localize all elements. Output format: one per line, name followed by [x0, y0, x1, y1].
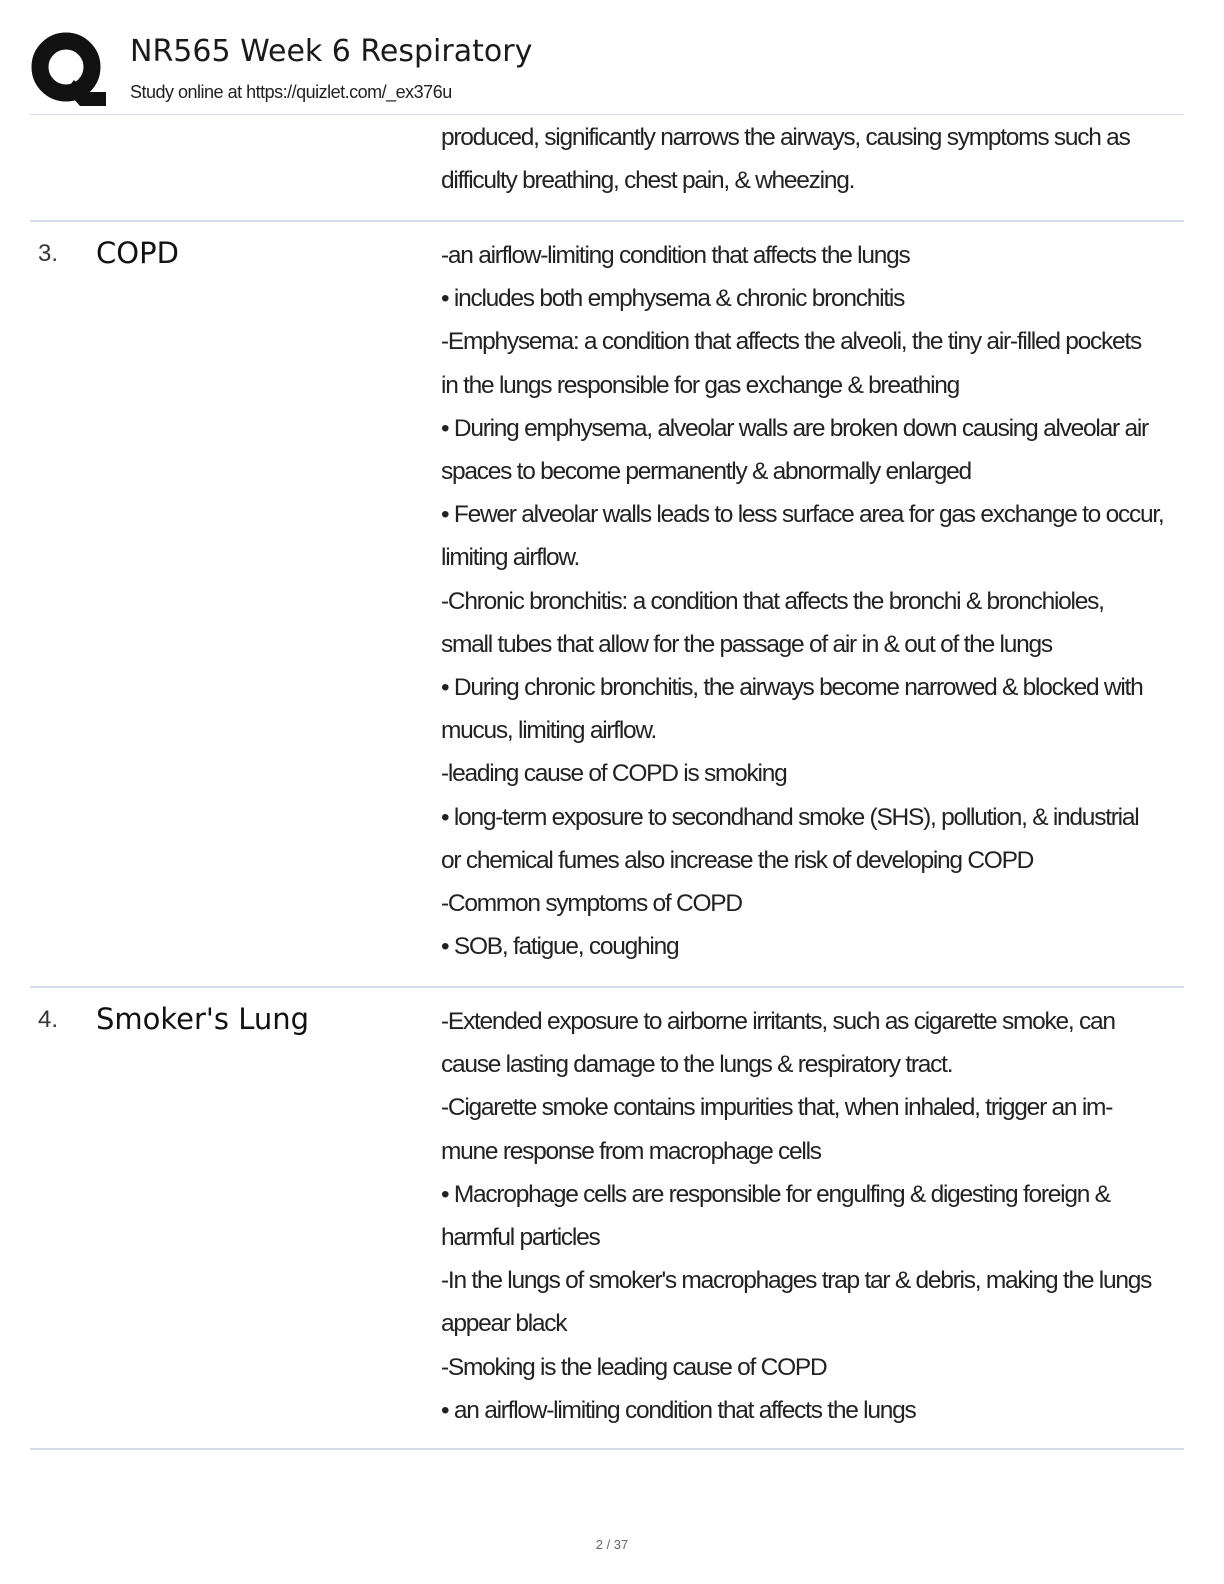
card-definition [441, 116, 1176, 202]
header-divider [30, 114, 1184, 115]
quizlet-logo-icon [30, 30, 106, 106]
definition-line: • includes both emphysema & chronic bronchitis [441, 285, 905, 313]
definition-line: • Macrophage cells are responsible for engulfing & digesting foreign & [441, 1180, 1110, 1208]
card-term: Smoker's Lung [96, 1002, 310, 1036]
definition-line: or chemical fumes also increase the risk of developing COPD [441, 846, 1034, 874]
card-definition [441, 1000, 1176, 1432]
definition-line: • SOB, fatigue, coughing [441, 933, 679, 961]
definition-line: small tubes that allow for the passage of air in & out of the lungs [441, 630, 1052, 658]
definition-line: • Fewer alveolar walls leads to less surface area for gas exchange to occur, [441, 501, 1164, 529]
definition-line: spaces to become permanently & abnormally enlarged [441, 458, 971, 486]
definition-line: • During chronic bronchitis, the airways become narrowed & blocked with [441, 674, 1143, 702]
definition-line: produced, significantly narrows the airways, causing symptoms such as [441, 124, 1130, 151]
definition-line: -Common symptoms of COPD [441, 890, 742, 918]
definition-line: harmful particles [441, 1224, 600, 1252]
card-number: 3. [38, 240, 59, 267]
definition-line: -an airflow-limiting condition that affects the lungs [441, 242, 910, 269]
definition-line: cause lasting damage to the lungs & respiratory tract. [441, 1051, 953, 1079]
definition-line: • During emphysema, alveolar walls are broken down causing alveolar air [441, 414, 1148, 442]
card-definition [441, 234, 1176, 968]
definition-line: limiting airflow. [441, 544, 580, 572]
card-row-smokers-lung [30, 988, 1184, 1450]
definition-line: in the lungs responsible for gas exchange & breathing [441, 371, 960, 399]
definition-line: -Extended exposure to airborne irritants, such as cigarette smoke, can [441, 1008, 1115, 1035]
card-row [30, 116, 1184, 222]
definition-line: appear black [441, 1310, 567, 1338]
card-term: COPD [96, 236, 179, 270]
definition-line: -leading cause of COPD is smoking [441, 760, 787, 788]
study-online-link[interactable]: Study online at https://quizlet.com/_ex376u [130, 82, 452, 102]
definition-line: difficulty breathing, chest pain, & wheezing. [441, 167, 855, 195]
definition-line: • an airflow-limiting condition that affects the lungs [441, 1396, 916, 1424]
definition-line: -Emphysema: a condition that affects the alveoli, the tiny air-filled pockets [441, 328, 1141, 356]
definition-line: -Smoking is the leading cause of COPD [441, 1353, 827, 1381]
card-row-copd [30, 222, 1184, 988]
document-title: NR565 Week 6 Respiratory [130, 34, 533, 69]
document-header [30, 30, 1184, 114]
definition-line: -Cigarette smoke contains impurities that, when inhaled, trigger an im- [441, 1094, 1113, 1122]
page-number: 2 / 37 [595, 1537, 629, 1552]
definition-line: -In the lungs of smoker's macrophages trap tar & debris, making the lungs [441, 1267, 1152, 1295]
card-number: 4. [38, 1006, 59, 1033]
definition-line: mune response from macrophage cells [441, 1137, 821, 1165]
definition-line: mucus, limiting airflow. [441, 717, 657, 745]
definition-line: • long-term exposure to secondhand smoke (SHS), pollution, & industrial [441, 803, 1139, 831]
row-divider [30, 1448, 1184, 1450]
definition-line: -Chronic bronchitis: a condition that affects the bronchi & bronchioles, [441, 587, 1104, 615]
